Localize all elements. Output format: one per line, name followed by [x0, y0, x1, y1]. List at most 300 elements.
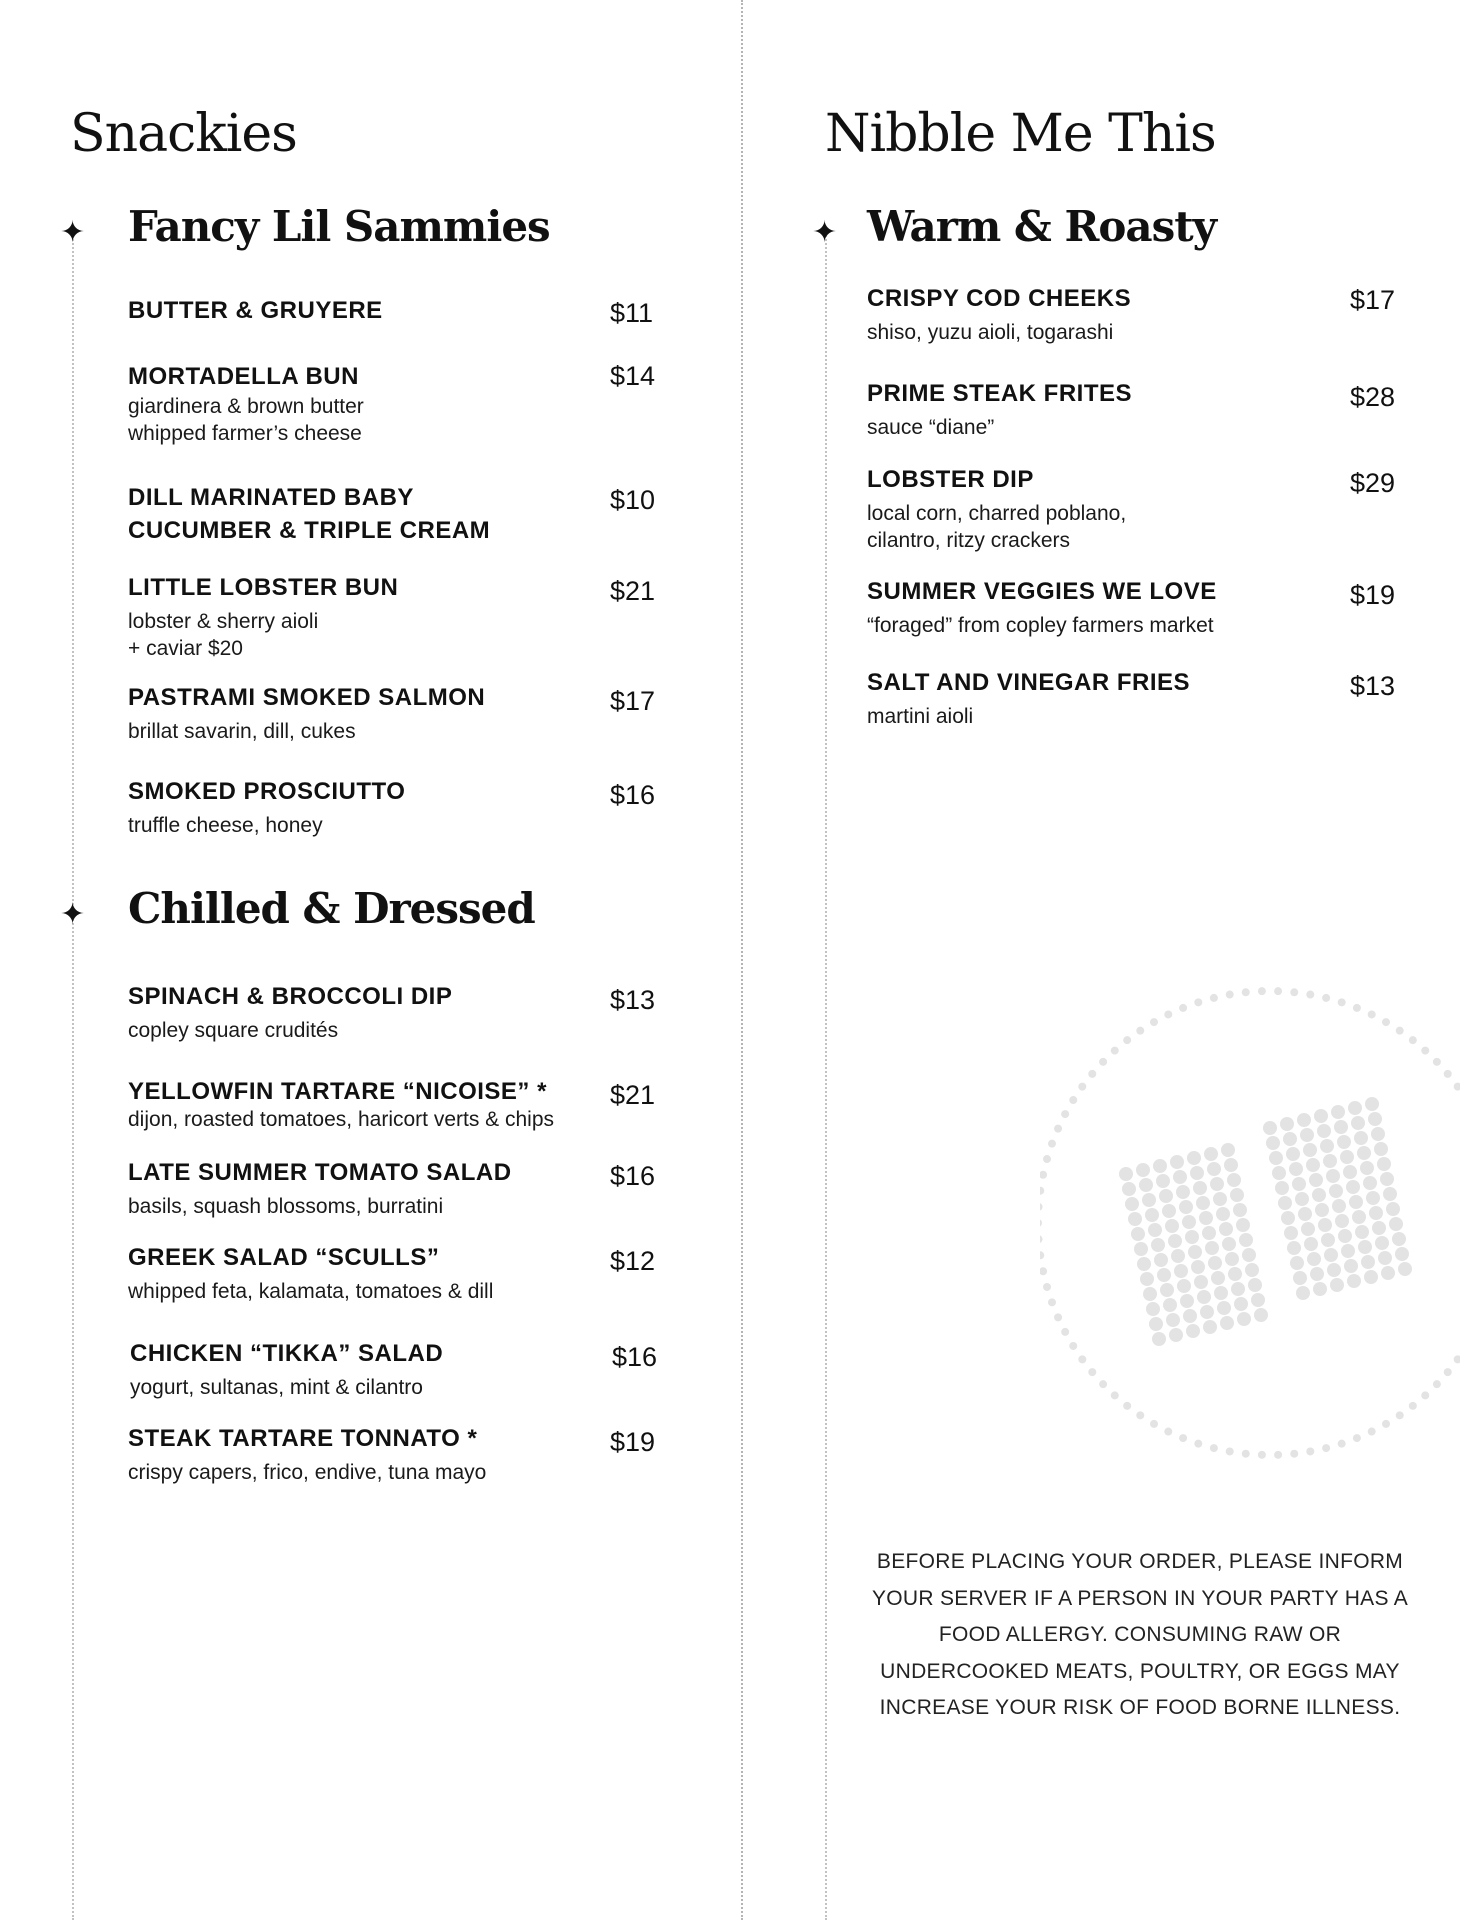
four-point-star-icon: ✦: [60, 897, 86, 932]
item-price: $14: [610, 361, 656, 391]
notice-line: BEFORE PLACING YOUR ORDER, PLEASE INFORM: [876, 1550, 1404, 1573]
watermark-dot: [1382, 1420, 1390, 1428]
watermark-dot: [1357, 1146, 1371, 1160]
watermark-dot: [1351, 1116, 1365, 1130]
watermark-dot: [1307, 1252, 1321, 1266]
watermark-dot: [1191, 1260, 1205, 1274]
watermark-dot: [1043, 1155, 1051, 1163]
watermark-dot: [1354, 1131, 1368, 1145]
watermark-dot: [1251, 1293, 1265, 1307]
watermark-dot: [1128, 1212, 1142, 1226]
watermark-dot: [1315, 1203, 1329, 1217]
watermark-dot: [1224, 1158, 1238, 1172]
watermark-dot: [1322, 1444, 1330, 1452]
watermark-dot: [1202, 1226, 1216, 1240]
watermark-dot: [1222, 1237, 1236, 1251]
menu-item: [128, 681, 608, 745]
item-description: martini aioli: [867, 705, 974, 728]
watermark-dot: [1193, 1181, 1207, 1195]
item-name: PASTRAMI SMOKED SALMON: [128, 684, 486, 711]
watermark-dot: [1348, 1101, 1362, 1115]
watermark-dot: [1207, 1162, 1221, 1176]
watermark-dot: [1125, 1197, 1139, 1211]
watermark-dot: [1318, 1218, 1332, 1232]
watermark-dot: [1353, 1004, 1361, 1012]
watermark-dot: [1170, 1155, 1184, 1169]
watermark-dot: [1228, 1267, 1242, 1281]
watermark-dot: [1454, 1083, 1460, 1091]
watermark-dot: [1301, 1222, 1315, 1236]
item-name: STEAK TARTARE TONNATO *: [128, 1425, 478, 1452]
item-description: lobster & sherry aioli + caviar $20: [128, 610, 319, 660]
watermark-dot: [1409, 1402, 1417, 1410]
watermark-dot: [1157, 1268, 1171, 1282]
watermark-dot: [1371, 1127, 1385, 1141]
item-price: $16: [610, 780, 656, 810]
watermark-dot: [1258, 987, 1266, 995]
menu-item: [867, 575, 1337, 639]
watermark-dot: [1196, 1196, 1210, 1210]
watermark-dot: [1221, 1143, 1235, 1157]
watermark-dot: [1365, 1097, 1379, 1111]
watermark-dot: [1306, 991, 1314, 999]
watermark-dot: [1389, 1217, 1403, 1231]
watermark-dot: [1166, 1313, 1180, 1327]
watermark-dot: [1340, 1150, 1354, 1164]
watermark-dot: [1368, 1010, 1376, 1018]
item-price: $28: [1350, 382, 1396, 412]
watermark-dot: [1225, 1252, 1239, 1266]
watermark-dot: [1349, 1195, 1363, 1209]
watermark-dot: [1204, 1147, 1218, 1161]
watermark-dot: [1341, 1244, 1355, 1258]
watermark-dot: [1233, 1203, 1247, 1217]
watermark-dot: [1292, 1177, 1306, 1191]
watermark-dot: [1119, 1167, 1133, 1181]
watermark-dot: [1179, 1200, 1193, 1214]
watermark-dot: [1145, 1208, 1159, 1222]
watermark-dot: [1048, 1140, 1056, 1148]
watermark-dot: [1227, 1173, 1241, 1187]
item-price: $21: [610, 1080, 656, 1110]
watermark-dot: [1409, 1036, 1417, 1044]
watermark-dot: [1326, 1169, 1340, 1183]
watermark-dot: [1099, 1058, 1107, 1066]
watermark-dot: [1061, 1110, 1069, 1118]
item-description: crispy capers, frico, endive, tuna mayo: [128, 1461, 487, 1484]
watermark-dot: [1123, 1036, 1131, 1044]
watermark-dot: [1360, 1161, 1374, 1175]
watermark-dot: [1179, 1004, 1187, 1012]
watermark-dot: [1111, 1391, 1119, 1399]
watermark-dot: [1343, 1165, 1357, 1179]
watermark-dot: [1136, 1411, 1144, 1419]
item-description: yogurt, sultanas, mint & cilantro: [130, 1376, 423, 1399]
watermark-dot: [1153, 1159, 1167, 1173]
watermark-dot: [1296, 1286, 1310, 1300]
item-description: “foraged” from copley farmers market: [867, 614, 1214, 637]
watermark-dot: [1152, 1332, 1166, 1346]
menu-item: [130, 1337, 610, 1401]
watermark-dot: [1454, 1355, 1460, 1363]
watermark-dot: [1177, 1279, 1191, 1293]
item-description: truffle cheese, honey: [128, 814, 323, 837]
watermark-dot: [1190, 1166, 1204, 1180]
watermark-dot: [1375, 1236, 1389, 1250]
watermark-dot: [1286, 1147, 1300, 1161]
watermark-dot: [1377, 1157, 1391, 1171]
menu-item: [128, 1075, 608, 1133]
watermark-dot: [1159, 1189, 1173, 1203]
watermark-dot: [1139, 1178, 1153, 1192]
dotted-monogram-logo: [1040, 978, 1460, 1460]
watermark-dot: [1210, 1177, 1224, 1191]
menu-item: [128, 1241, 608, 1305]
item-description: giardinera & brown butter whipped farmer’s cheese: [128, 395, 364, 445]
menu-item: [128, 360, 608, 447]
watermark-dot: [1173, 1170, 1187, 1184]
watermark-dot: [1320, 1139, 1334, 1153]
menu-item: [128, 980, 608, 1044]
watermark-dot: [1322, 994, 1330, 1002]
watermark-dot: [1214, 1286, 1228, 1300]
watermark-dot: [1183, 1309, 1197, 1323]
watermark-dot: [1358, 1240, 1372, 1254]
watermark-dot: [1174, 1264, 1188, 1278]
item-price: $17: [610, 686, 656, 716]
watermark-dot: [1304, 1237, 1318, 1251]
section-heading: Warm & Roasty: [867, 202, 1217, 251]
watermark-dot: [1208, 1256, 1222, 1270]
watermark-dot: [1162, 1204, 1176, 1218]
watermark-dot: [1334, 1120, 1348, 1134]
item-name: CRISPY COD CHEEKS: [867, 285, 1132, 312]
watermark-dot: [1278, 1196, 1292, 1210]
watermark-dot: [1230, 1188, 1244, 1202]
watermark-dot: [1163, 1298, 1177, 1312]
watermark-dot: [1363, 1176, 1377, 1190]
watermark-dot: [1290, 988, 1298, 996]
watermark-dot: [1040, 1219, 1042, 1227]
watermark-dot: [1248, 1278, 1262, 1292]
watermark-dot: [1312, 1188, 1326, 1202]
watermark-dot: [1088, 1070, 1096, 1078]
notice-line: YOUR SERVER IF A PERSON IN YOUR PARTY HAS A: [871, 1586, 1409, 1610]
item-description: brillat savarin, dill, cukes: [128, 720, 356, 743]
watermark-dot: [1043, 1283, 1051, 1291]
watermark-dot: [1040, 1251, 1044, 1259]
watermark-dot: [1200, 1305, 1214, 1319]
watermark-dot: [1329, 1184, 1343, 1198]
watermark-dot: [1237, 1312, 1251, 1326]
watermark-dot: [1266, 1136, 1280, 1150]
watermark-dot: [1335, 1214, 1349, 1228]
watermark-dot: [1179, 1434, 1187, 1442]
watermark-dot: [1321, 1233, 1335, 1247]
menu-item: [128, 481, 608, 547]
menu-item: [128, 571, 608, 662]
item-price: $29: [1350, 468, 1396, 498]
item-price: $13: [610, 985, 656, 1015]
watermark-dot: [1374, 1142, 1388, 1156]
watermark-dot: [1280, 1117, 1294, 1131]
watermark-dot: [1219, 1222, 1233, 1236]
item-description: shiso, yuzu aioli, togarashi: [867, 321, 1114, 344]
watermark-dot: [1383, 1187, 1397, 1201]
watermark-dot: [1263, 1121, 1277, 1135]
watermark-dot: [1289, 1162, 1303, 1176]
watermark-dot: [1188, 1245, 1202, 1259]
watermark-dot: [1395, 1247, 1409, 1261]
item-price: $19: [610, 1427, 656, 1457]
watermark-dot: [1283, 1132, 1297, 1146]
watermark-dot: [1182, 1215, 1196, 1229]
watermark-dot: [1217, 1301, 1231, 1315]
watermark-dot: [1331, 1105, 1345, 1119]
watermark-dot: [1398, 1262, 1412, 1276]
watermark-dot: [1344, 1259, 1358, 1273]
watermark-dot: [1226, 991, 1234, 999]
watermark-dot: [1150, 1420, 1158, 1428]
watermark-dot: [1040, 1203, 1043, 1211]
watermark-dot: [1290, 1450, 1298, 1458]
item-price: $19: [1350, 580, 1396, 610]
watermark-dot: [1180, 1294, 1194, 1308]
watermark-dot: [1111, 1047, 1119, 1055]
item-name: SPINACH & BROCCOLI DIP: [128, 983, 453, 1010]
watermark-dot: [1048, 1298, 1056, 1306]
notice-line: UNDERCOOKED MEATS, POULTRY, OR EGGS MAY: [880, 1659, 1400, 1683]
watermark-dot: [1433, 1058, 1441, 1066]
watermark-dot: [1386, 1202, 1400, 1216]
watermark-dot: [1378, 1251, 1392, 1265]
watermark-dot: [1137, 1257, 1151, 1271]
item-description: dijon, roasted tomatoes, haricort verts & chips: [128, 1108, 555, 1131]
watermark-dot: [1352, 1210, 1366, 1224]
watermark-dot: [1369, 1206, 1383, 1220]
allergy-notice: [870, 1544, 1410, 1727]
watermark-dot: [1338, 998, 1346, 1006]
watermark-dot: [1040, 1235, 1043, 1243]
watermark-dot: [1142, 1193, 1156, 1207]
item-name: SALT AND VINEGAR FRIES: [867, 669, 1191, 696]
watermark-dot: [1421, 1047, 1429, 1055]
watermark-dot: [1366, 1191, 1380, 1205]
watermark-dot: [1197, 1290, 1211, 1304]
notice-line: INCREASE YOUR RISK OF FOOD BORNE ILLNESS.: [879, 1696, 1401, 1719]
watermark-dot: [1156, 1174, 1170, 1188]
watermark-dot: [1396, 1411, 1404, 1419]
watermark-dot: [1187, 1151, 1201, 1165]
four-point-star-icon: ✦: [60, 215, 86, 250]
item-name: BUTTER & GRUYERE: [128, 297, 383, 324]
watermark-dot: [1317, 1124, 1331, 1138]
watermark-dot: [1134, 1242, 1148, 1256]
watermark-dot: [1194, 1275, 1208, 1289]
watermark-dot: [1337, 1135, 1351, 1149]
watermark-dot: [1245, 1263, 1259, 1277]
watermark-dot: [1186, 1324, 1200, 1338]
watermark-dot: [1136, 1163, 1150, 1177]
watermark-dot: [1364, 1270, 1378, 1284]
watermark-dot: [1220, 1316, 1234, 1330]
watermark-dot: [1323, 1154, 1337, 1168]
watermark-dot: [1300, 1128, 1314, 1142]
watermark-dot: [1287, 1241, 1301, 1255]
four-point-star-icon: ✦: [812, 215, 838, 250]
menu-item: [128, 1156, 608, 1220]
watermark-dot: [1194, 998, 1202, 1006]
watermark-dot: [1210, 994, 1218, 1002]
item-price: $12: [610, 1246, 656, 1276]
item-price: $10: [610, 485, 656, 515]
item-price: $16: [612, 1342, 658, 1372]
item-price: $16: [610, 1161, 656, 1191]
item-name: LITTLE LOBSTER BUN: [128, 574, 399, 601]
item-description: copley square crudités: [128, 1019, 339, 1042]
watermark-dot: [1372, 1221, 1386, 1235]
watermark-dot: [1290, 1256, 1304, 1270]
watermark-dot: [1444, 1070, 1452, 1078]
watermark-dot: [1160, 1283, 1174, 1297]
watermark-dot: [1281, 1211, 1295, 1225]
menu-item: [128, 775, 608, 839]
watermark-dot: [1258, 1451, 1266, 1459]
watermark-dot: [1171, 1249, 1185, 1263]
watermark-dot: [1176, 1185, 1190, 1199]
watermark-dot: [1269, 1151, 1283, 1165]
watermark-dot: [1040, 1171, 1047, 1179]
item-name: SUMMER VEGGIES WE LOVE: [867, 578, 1217, 605]
watermark-dot: [1338, 1229, 1352, 1243]
item-description: whipped feta, kalamata, tomatoes & dill: [128, 1280, 494, 1303]
watermark-dot: [1226, 1447, 1234, 1455]
watermark-dot: [1231, 1282, 1245, 1296]
watermark-dot: [1293, 1271, 1307, 1285]
item-name: LATE SUMMER TOMATO SALAD: [128, 1159, 512, 1186]
watermark-dot: [1148, 1223, 1162, 1237]
watermark-dot: [1309, 1173, 1323, 1187]
watermark-dot: [1239, 1233, 1253, 1247]
watermark-dot: [1274, 987, 1282, 995]
menu-item: [867, 463, 1337, 554]
menu-item: [867, 282, 1337, 346]
watermark-dot: [1069, 1096, 1077, 1104]
watermark-dot: [1421, 1391, 1429, 1399]
menu-item: [128, 1422, 608, 1486]
watermark-dot: [1146, 1302, 1160, 1316]
watermark-dot: [1314, 1109, 1328, 1123]
watermark-dot: [1122, 1182, 1136, 1196]
watermark-dot: [1165, 1219, 1179, 1233]
watermark-dot: [1392, 1232, 1406, 1246]
watermark-dot: [1164, 1428, 1172, 1436]
watermark-dot: [1382, 1018, 1390, 1026]
watermark-dot: [1313, 1282, 1327, 1296]
watermark-dot: [1347, 1274, 1361, 1288]
item-price: $11: [610, 298, 654, 328]
watermark-dot: [1306, 1447, 1314, 1455]
item-price: $21: [610, 576, 656, 606]
watermark-dot: [1164, 1010, 1172, 1018]
watermark-dot: [1353, 1434, 1361, 1442]
watermark-dot: [1040, 1267, 1047, 1275]
watermark-dot: [1099, 1380, 1107, 1388]
watermark-dot: [1140, 1272, 1154, 1286]
watermark-dot: [1327, 1263, 1341, 1277]
watermark-dot: [1210, 1444, 1218, 1452]
notice-line: FOOD ALLERGY. CONSUMING RAW OR: [938, 1623, 1342, 1646]
watermark-dot: [1310, 1267, 1324, 1281]
item-price: $17: [1350, 285, 1396, 315]
watermark-dot: [1274, 1451, 1282, 1459]
watermark-dot: [1324, 1248, 1338, 1262]
watermark-dot: [1149, 1317, 1163, 1331]
watermark-dot: [1069, 1342, 1077, 1350]
menu-item: [128, 294, 608, 327]
watermark-dot: [1211, 1271, 1225, 1285]
watermark-dot: [1346, 1180, 1360, 1194]
item-price: $13: [1350, 671, 1396, 701]
watermark-dot: [1213, 1192, 1227, 1206]
watermark-dot: [1297, 1113, 1311, 1127]
watermark-dot: [1303, 1143, 1317, 1157]
item-name: CHICKEN “TIKKA” SALAD: [130, 1340, 444, 1367]
watermark-dot: [1433, 1380, 1441, 1388]
item-description: local corn, charred poblano, cilantro, ritzy crackers: [867, 502, 1127, 552]
watermark-dot: [1361, 1255, 1375, 1269]
watermark-dot: [1078, 1355, 1086, 1363]
watermark-dot: [1061, 1328, 1069, 1336]
watermark-dot: [1254, 1308, 1268, 1322]
section-heading: Fancy Lil Sammies: [128, 202, 550, 251]
watermark-dot: [1054, 1313, 1062, 1321]
watermark-dot: [1199, 1211, 1213, 1225]
watermark-dot: [1203, 1320, 1217, 1334]
watermark-dot: [1194, 1440, 1202, 1448]
item-name: SMOKED PROSCIUTTO: [128, 778, 406, 805]
watermark-dot: [1444, 1368, 1452, 1376]
watermark-dot: [1151, 1238, 1165, 1252]
menu-title-nibble-me-this: Nibble Me This: [825, 104, 1216, 164]
watermark-dot: [1368, 1428, 1376, 1436]
column-divider: [741, 0, 743, 1920]
watermark-dot: [1332, 1199, 1346, 1213]
watermark-dot: [1381, 1266, 1395, 1280]
watermark-dot: [1078, 1083, 1086, 1091]
item-name: DILL MARINATED BABY CUCUMBER & TRIPLE CREAM: [128, 484, 491, 544]
watermark-dot: [1054, 1125, 1062, 1133]
watermark-dot: [1368, 1112, 1382, 1126]
watermark-dot: [1088, 1368, 1096, 1376]
watermark-dot: [1205, 1241, 1219, 1255]
menu-item: [867, 377, 1337, 441]
item-description: sauce “diane”: [867, 416, 995, 439]
watermark-dot: [1154, 1253, 1168, 1267]
watermark-dot: [1306, 1158, 1320, 1172]
item-name: YELLOWFIN TARTARE “NICOISE” *: [128, 1078, 547, 1105]
menu-item: [867, 666, 1337, 730]
watermark-dot: [1236, 1218, 1250, 1232]
watermark-dot: [1242, 1248, 1256, 1262]
watermark-dot: [1355, 1225, 1369, 1239]
watermark-dot: [1338, 1440, 1346, 1448]
watermark-dot: [1150, 1018, 1158, 1026]
watermark-dot: [1242, 988, 1250, 996]
menu-title-snackies: Snackies: [70, 104, 297, 164]
item-name: MORTADELLA BUN: [128, 363, 359, 390]
watermark-dot: [1185, 1230, 1199, 1244]
